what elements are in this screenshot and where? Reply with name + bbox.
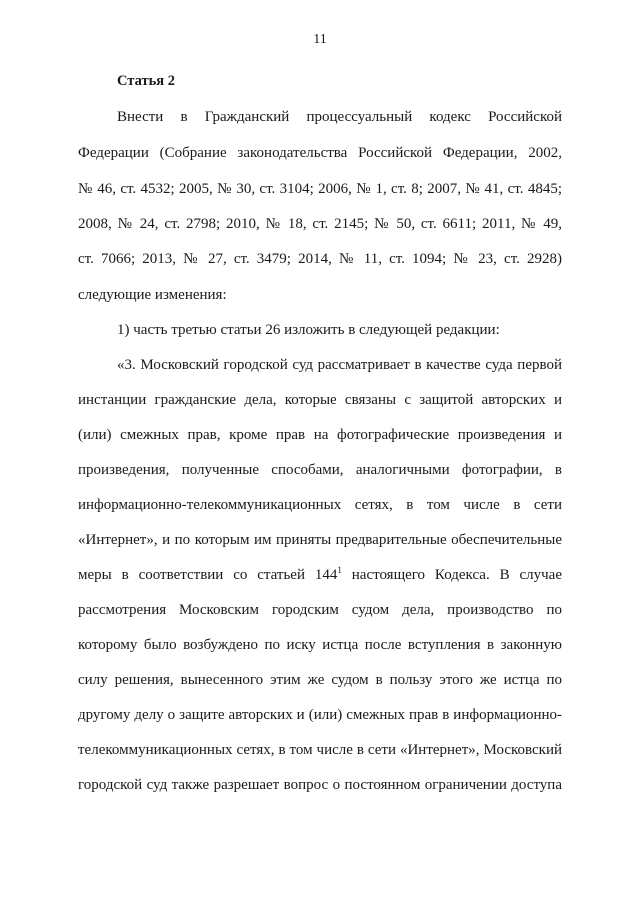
quote-line-7 <box>78 565 562 585</box>
article-reference-text: меры в соответствии со статьей 144 <box>78 567 338 583</box>
intro-line-1: Внести в Гражданский процессуальный кодекс Российской <box>117 109 562 125</box>
quote-line-9: которому было возбуждено по иску истца после вступления в законную <box>78 637 562 653</box>
article-reference-tail: настоящего Кодекса. В случае <box>341 567 562 583</box>
intro-line-2: Федерации (Собрание законодательства Российской Федерации, 2002, <box>78 145 562 161</box>
article-superscript: 1 <box>337 565 342 575</box>
quote-line-11: другому делу о защите авторских и (или) смежных прав в информационно- <box>78 707 562 723</box>
intro-line-6: следующие изменения: <box>78 287 227 303</box>
quote-line-3: (или) смежных прав, кроме прав на фотографические произведения и <box>78 427 562 443</box>
intro-line-3: № 46, ст. 4532; 2005, № 30, ст. 3104; 2006, № 1, ст. 8; 2007, № 41, ст. 4845; <box>78 181 562 197</box>
quote-line-5: информационно-телекоммуникационных сетях, в том числе в сети <box>78 497 562 513</box>
quote-line-8: рассмотрения Московским городским судом дела, производство по <box>78 602 562 618</box>
quote-line-10: силу решения, вынесенного этим же судом в пользу этого же истца по <box>78 672 562 688</box>
intro-line-5: ст. 7066; 2013, № 27, ст. 3479; 2014, № 11, ст. 1094; № 23, ст. 2928) <box>78 251 562 267</box>
quote-line-6: «Интернет», и по которым им приняты предварительные обеспечительные <box>78 532 562 548</box>
quote-line-4: произведения, полученные способами, аналогичными фотографии, в <box>78 462 562 478</box>
item-1: 1) часть третью статьи 26 изложить в следующей редакции: <box>117 322 500 338</box>
quote-line-2: инстанции гражданские дела, которые связаны с защитой авторских и <box>78 392 562 408</box>
intro-line-4: 2008, № 24, ст. 2798; 2010, № 18, ст. 2145; № 50, ст. 6611; 2011, № 49, <box>78 216 562 232</box>
quote-line-12: телекоммуникационных сетях, в том числе в сети «Интернет», Московский <box>78 742 562 758</box>
article-title: Статья 2 <box>117 73 175 89</box>
quote-line-1: «3. Московский городской суд рассматривает в качестве суда первой <box>117 357 562 373</box>
page-number: 11 <box>313 32 327 47</box>
quote-line-13: городской суд также разрешает вопрос о постоянном ограничении доступа <box>78 777 562 793</box>
